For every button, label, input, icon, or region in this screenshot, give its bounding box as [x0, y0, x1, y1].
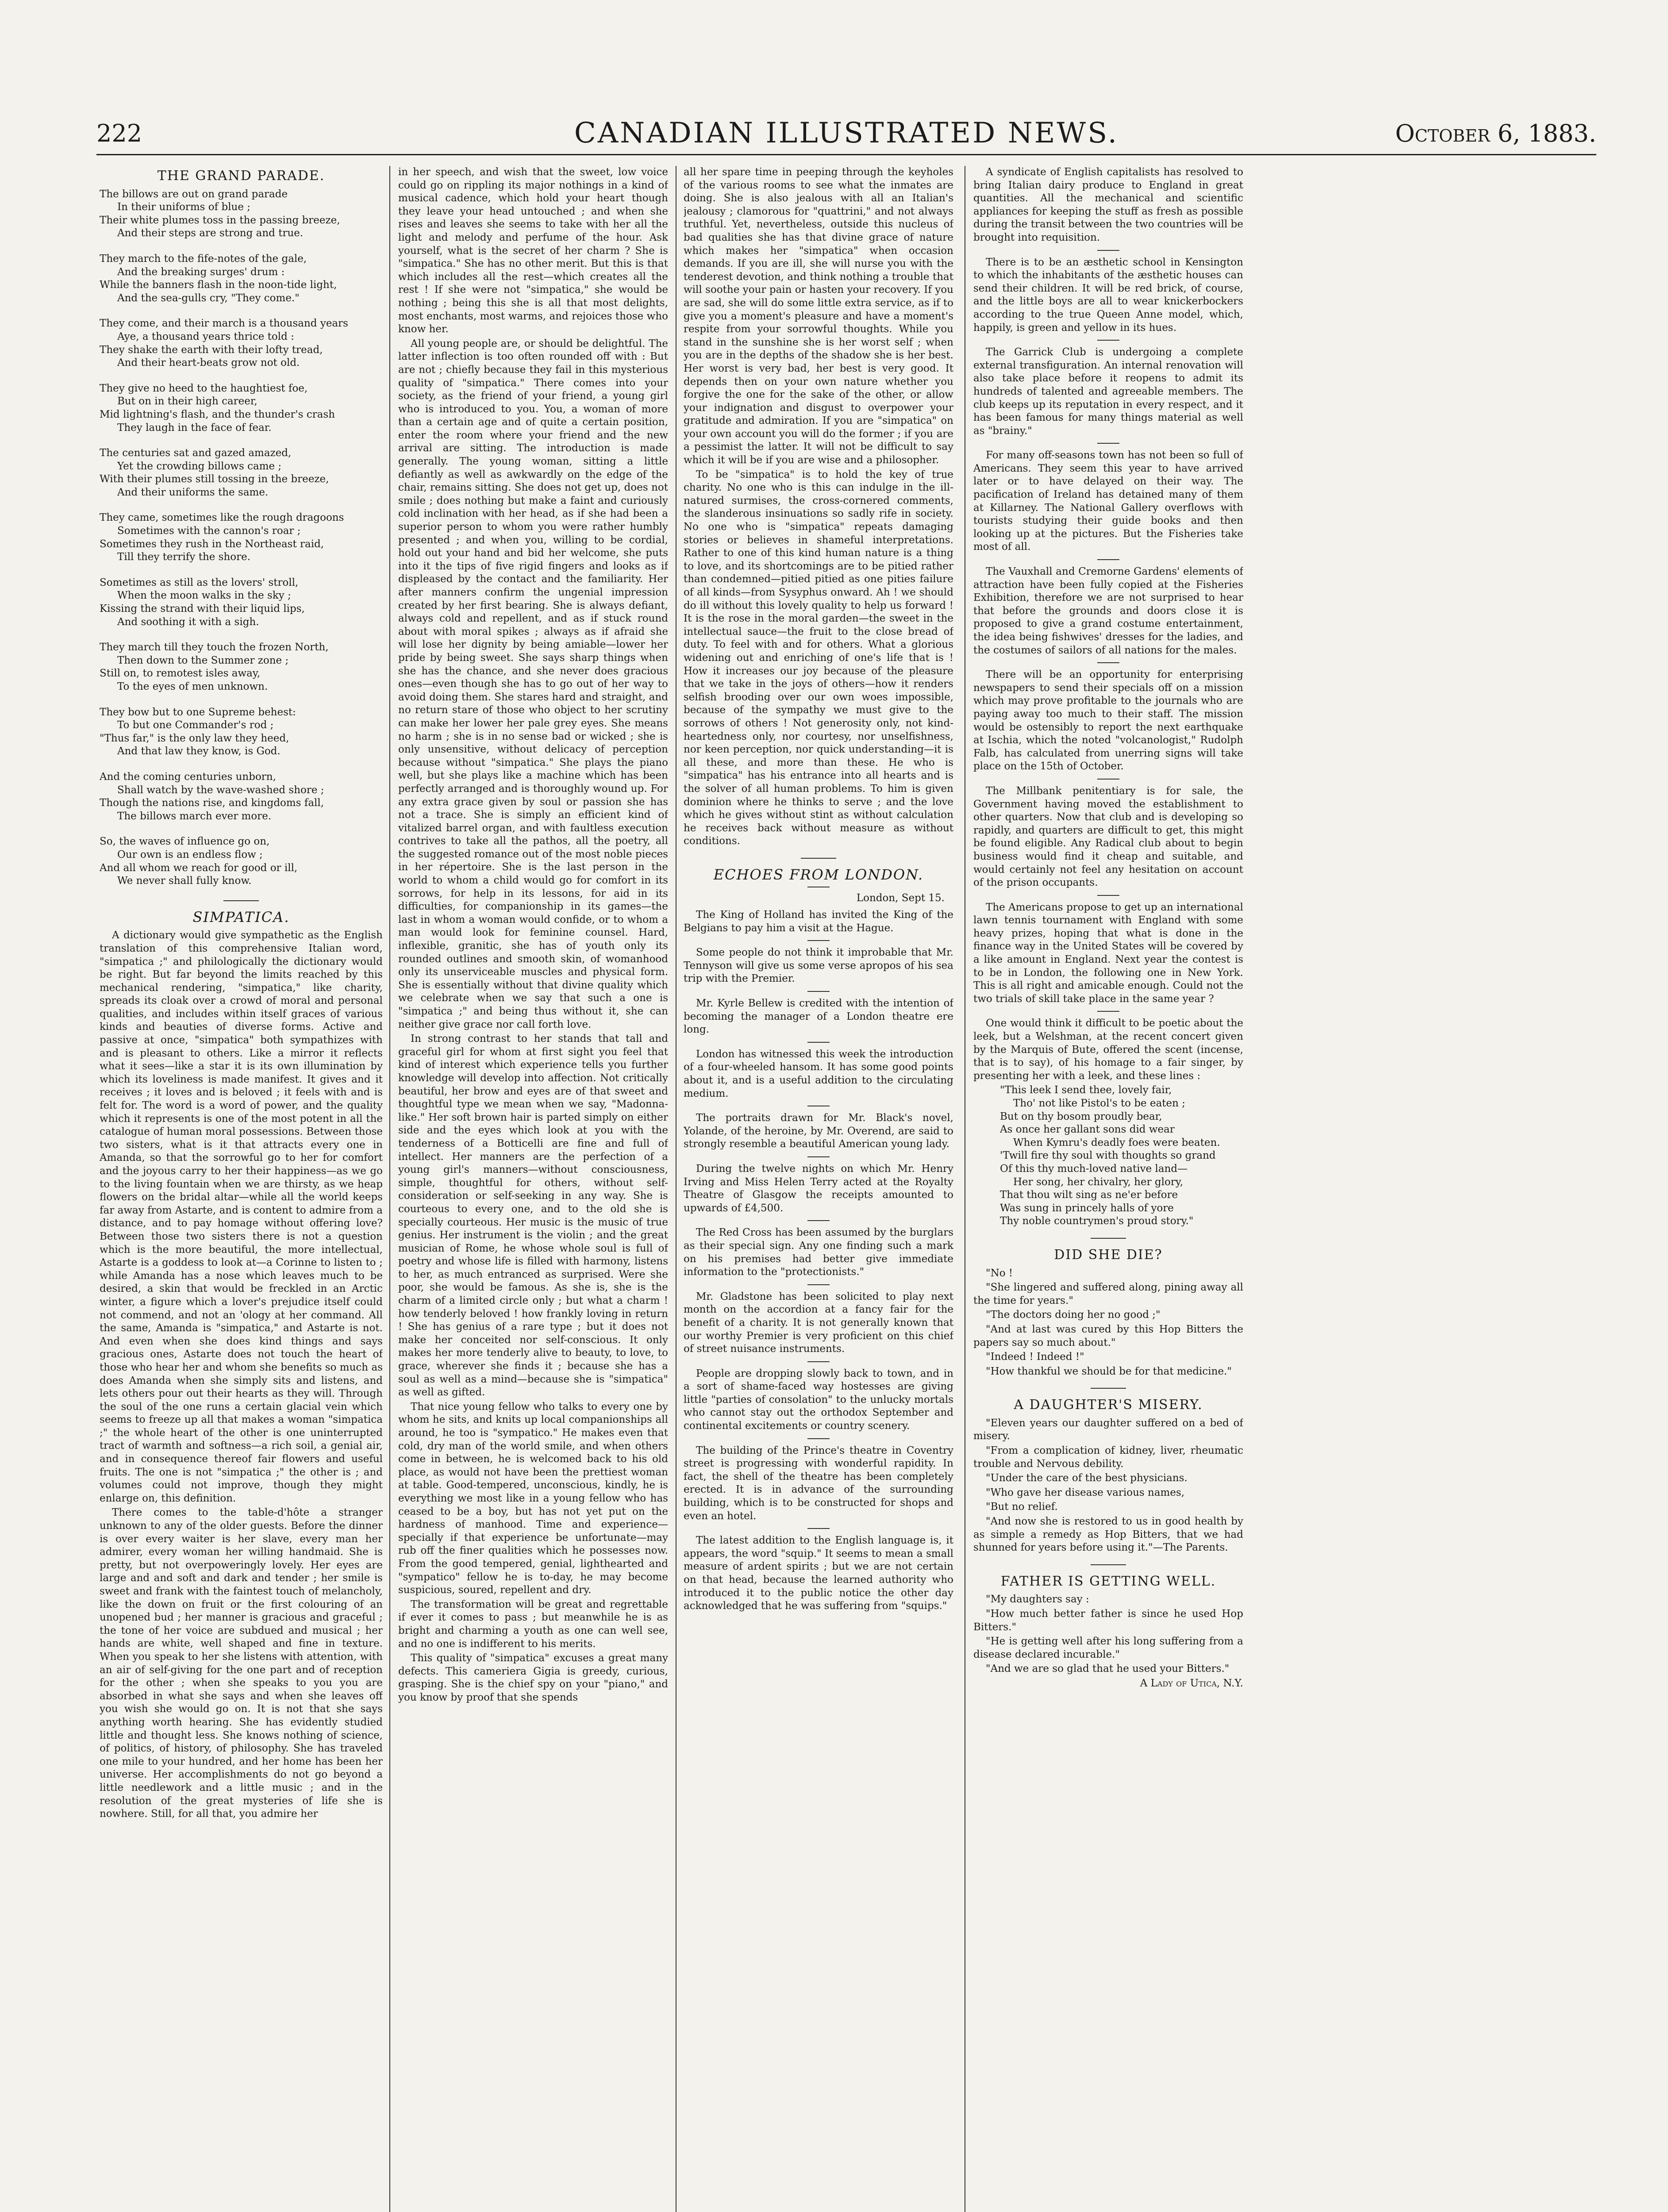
ad-line: "How thankful we should be for that medicine." [986, 1365, 1232, 1377]
news-item: There will be an opportunity for enterprising newspapers to send their specials off on a mission which may prove profitable to the journals who are paying away too much to their staff. The mission would be ostensibly to report the next earthquake at Ischia, which the noted "volcanologist," Rudolph Falb, has calculated from unerring signs will take place on the 15th of October. [973, 669, 1243, 772]
paragraph: in her speech, and wish that the sweet, low voice could go on rippling its major nothings in a kind of musical cadence, which hold your heart though they leave your head untouched ; and when she rises and leaves she seems to take with her all the light and melody and perfume of the hour. Ask yourself, what is the secret of her charm ? She is "simpatica." She has no other merit. But this is that which includes all the rest—which creates all the rest ! If she were not "simpatica," she would be nothing ; being this she is all that most delights, most enchants, most warms, and rejoices those who know her. [398, 166, 668, 335]
ad-line: "From a complication of kidney, liver, rheumatic trouble and Nervous debility. [973, 1445, 1243, 1470]
poem-line: Their white plumes toss in the passing breeze, [100, 214, 340, 226]
ad-father-getting-well [973, 1593, 1243, 1690]
poem-line: The billows are out on grand parade [100, 188, 288, 200]
separator-rule [807, 1284, 830, 1285]
poem-line: When Kymru's deadly foes were beaten. [1013, 1137, 1220, 1148]
separator-rule [1097, 779, 1119, 780]
echoes-list [684, 909, 953, 1613]
ad-line: "My daughters say : [986, 1594, 1089, 1605]
ad-line: "And now she is restored to us in good health by as simple a remedy as Hop Bitters, that we had shunned for years before using it."—The Parents. [973, 1516, 1243, 1554]
poem-stanza [100, 706, 383, 758]
poem-line: Still on, to remotest isles away, [100, 668, 261, 680]
separator-rule [807, 1042, 830, 1043]
poem-line: They bow but to one Supreme behest: [100, 706, 296, 718]
poem-line: With their plumes still tossing in the breeze, [100, 473, 329, 485]
poem-line: "Thus far," is the only law they heed, [100, 732, 289, 744]
poem-line: And their steps are strong and true. [117, 227, 304, 239]
column-4 [973, 166, 1243, 2212]
separator-rule [807, 1528, 830, 1529]
poem-line: To but one Commander's rod ; [117, 719, 274, 731]
poem-stanza [100, 447, 383, 499]
poem-line: Kissing the strand with their liquid lips, [100, 603, 305, 615]
poem-line: Our own is an endless flow ; [117, 849, 263, 860]
paragraph: In strong contrast to her stands that tall and graceful girl for whom at first sight you feel that kind of interest which experience tells you further knowledge will develop into affection. Not critically beautiful, her brow and eyes are of that sweet and thoughtful type we mean when we say, "Madonna-like." Her soft brown hair is parted simply on either side and the eyes which look at you with the tenderness of a Botticelli are fine and full of intellect. Her manners are the perfection of a young girl's manners—without consciousness, simple, thoughtful for others, without self-consideration or self-seeking in any way. She is courteous to every one, and to the old she is specially courteous. Her music is the music of true genius. Her instrument is the violin ; and the great musician of Rome, he whose whole soul is full of poetry and whose life is filled with harmony, listens to her, as much entranced as surprised. Were she poor, she would be famous. As she is, she is the charm of a limited circle only ; but what a charm ! how tenderly beloved ! how frankly loving in return ! She has genius of a rare type ; but it does not make her conceited nor self-conscious. It only makes her more tenderly alive to beauty, to love, to grace, wherever she finds it ; because she has a soul as well as a mind—because she is "simpatica" as well as gifted. [398, 1033, 668, 1398]
news-item: A syndicate of English capitalists has resolved to bring Italian dairy produce to England in great quantities. All the mechanical and scientific appliances for keeping the stuff as fresh as possible during the transit between the two countries will be brought into requisition. [973, 166, 1243, 243]
poem-stanza [100, 771, 383, 823]
poem-line: And all whom we reach for good or ill, [100, 862, 298, 874]
poem-line: The centuries sat and gazed amazed, [100, 447, 292, 459]
ad-line: "Who gave her disease various names, [986, 1486, 1185, 1498]
paragraph: All young people are, or should be delightful. The latter inflection is too often rounded off with : But are not ; chiefly because they fail in this mysterious quality of "simpatica." There comes into your society, as the friend of your friend, a young girl who is introduced to you. You, a woman of more than a certain age and of quite a certain position, enter the room where your friend and the new arrival are sitting. The introduction is made generally. The young woman, sitting a little defiantly as well as awkwardly on the edge of the chair, remains sitting. She does not get up, does not smile ; does nothing but make a faint and curiously cold inclination with her head, as if she had been a superior person to whom you were rather humbly presented ; and when you, willing to be cordial, hold out your hand and bid her welcome, she puts into it the tips of five rigid fingers and looks as if displeased by the contact and the familiarity. Her after manners confirm the ungenial impression created by her first bearing. She is always defiant, always cold and repellent, and as if stuck round about with moral spikes ; always as if afraid she will lose her dignity by being amiable—lower her pride by being sweet. She says sharp things when she has the chance, and she never does gracious ones—even though she has to go out of her way to avoid doing them. She stares hard and straight, and no return stare of those who object to her scrutiny can make her lower her pale grey eyes. She means no harm ; she is in no sense bad or wicked ; she is only unsensitive, without delicacy of perception because without "simpatica." She plays the piano well, but she plays like a machine which has been perfectly arranged and is thoroughly wound up. For any extra grace given by soul or passion she has not a trace. She is simply an efficient kind of vitalized barrel organ, and with faultless execution contrives to take all the pathos, all the poetry, all the suggested romance out of the most noble pieces in her répertoire. She is the last person in the world to whom a child would go for comfort in its sorrows, for help in its lessons, for aid in its difficulties, for companionship in its games—the last in whom a woman would confide, or to whom a man would look for feminine counsel. Hard, inflexible, granitic, she has of youth only its rounded outlines and smooth skin, of womanhood only its unserviceable muscles and physical form. She is essentially without that divine quality which we celebrate when we say that such a one is "simpatica ;" and being thus without it, she can neither give grace nor call forth love. [398, 338, 668, 1030]
poem-stanza [100, 835, 383, 887]
poem-line: But on thy bosom proudly bear, [1000, 1110, 1162, 1122]
separator-rule [1091, 1564, 1126, 1565]
poem-grand-parade [100, 188, 383, 888]
column-3 [684, 166, 953, 2212]
paragraph: This quality of "simpatica" excuses a great many defects. This cameriera Gigia is greedy, curious, grasping. She is the chief spy on your "piano," and you know by proof that she spends [398, 1652, 668, 1703]
poem-line: Sometimes they rush in the Northeast raid, [100, 538, 324, 550]
separator-rule [1091, 1388, 1126, 1389]
paragraph: That nice young fellow who talks to every one by whom he sits, and knits up local companionships all around, he too is "sympatico." He makes even that cold, dry man of the world smile, and when others come in between, he is welcomed back to his old place, as would not have been the prettiest woman at table. Good-tempered, unconscious, kindly, he is everything we most like in a young fellow who has ceased to be a boy, but has not yet put on the hardness of manhood. Time and experience—specially if that experience be unfortunate—may rub off the finer qualities which he possesses now. From the good tempered, genial, lighthearted and "sympatico" fellow he is to-day, he may become suspicious, soured, repellent and dry. [398, 1401, 668, 1596]
poem-stanza [100, 382, 383, 434]
poem-line: To the eyes of men unknown. [117, 681, 268, 692]
news-item: Mr. Kyrle Bellew is credited with the intention of becoming the manager of a London theatre ere long. [684, 998, 953, 1036]
poem-line: Her song, her chivalry, her glory, [1013, 1176, 1184, 1188]
news-item: The latest addition to the English language is, it appears, the word "squip." It seems to mean a small measure of ardent spirits ; but we are not certain on that head, because the learned authority who introduced it to the public notice the other day acknowledged that he was suffering from "squips." [684, 1535, 953, 1612]
poem-line: They give no heed to the haughtiest foe, [100, 382, 308, 394]
poem-line: And their uniforms the same. [117, 486, 269, 498]
poem-line: 'Twill fire thy soul with thoughts so grand [1000, 1150, 1216, 1162]
ad-line: "No ! [986, 1267, 1013, 1279]
poem-line: They come, and their march is a thousand years [100, 318, 348, 330]
column-rule [389, 166, 390, 2212]
ad-title-did-she-die: DID SHE DIE? [1054, 1247, 1163, 1263]
issue-date: October 6, 1883. [1395, 119, 1596, 147]
ad-line: A Lady of Utica, N.Y. [1140, 1677, 1243, 1689]
poem-line: "This leek I send thee, lovely fair, [1000, 1084, 1172, 1096]
poem-line: Till they terrify the shore. [117, 551, 251, 563]
poem-line: That thou wilt sing as ne'er before [1000, 1189, 1178, 1201]
poem-line: And soothing it with a sigh. [117, 616, 259, 628]
news-item: The Millbank penitentiary is for sale, the Government having moved the establishment to other quarters. Now that club and is developing so rapidly, and quarters are difficult to get, this might be found eligible. Any Radical club about to begin business would find it cheap and suitable, and would certainly not feel any hesitation on account of the prison occupants. [973, 785, 1243, 889]
ad-line: "And we are so glad that he used your Bitters." [986, 1663, 1230, 1675]
separator-rule [1097, 1011, 1119, 1012]
poem-line: Sometimes as still as the lovers' stroll, [100, 576, 299, 588]
poem-line: And their heart-beats grow not old. [117, 357, 300, 369]
poem-line: While the banners flash in the noon-tide light, [100, 279, 337, 291]
ad-line: "Under the care of the best physicians. [986, 1472, 1188, 1484]
ad-line: "She lingered and suffered along, pining away all the time for years." [973, 1282, 1243, 1306]
poem-line: They laugh in the face of fear. [117, 422, 272, 434]
separator-rule [807, 940, 830, 941]
separator-rule [807, 1361, 830, 1362]
ad-line: "Eleven years our daughter suffered on a bed of misery. [973, 1417, 1243, 1442]
ad-line: "And at last was cured by this Hop Bitters the papers say so much about." [973, 1323, 1243, 1348]
news-item: One would think it difficult to be poetic about the leek, but a Welshman, at the recent concert given by the Marquis of Bute, offered the scent (incense, that is to say), of his homage to a fair singer, by presenting her with a leek, and these lines : [973, 1018, 1243, 1082]
poem-line: Of this thy much-loved native land— [1000, 1163, 1188, 1175]
poem-stanza [100, 511, 383, 564]
poem-line: Though the nations rise, and kingdoms fall, [100, 797, 324, 809]
separator-rule [1097, 559, 1119, 560]
separator-rule [1097, 250, 1119, 251]
ad-line: "He is getting well after his long suffering from a disease declared incurable." [973, 1636, 1243, 1660]
news-item: The building of the Prince's theatre in Coventry street is progressing with wonderful rapidity. In fact, the shell of the theatre has been completely erected. It is in advance of the surrounding building, which is to be constructed for shops and even an hotel. [684, 1444, 953, 1522]
notes-list [973, 166, 1243, 1083]
news-item: Some people do not think it improbable that Mr. Tennyson will give us some verse apropos of his sea trip with the Premier. [684, 947, 953, 985]
poem-line: We never shall fully know. [117, 875, 252, 887]
news-item: Mr. Gladstone has been solicited to play next month on the accordion at a fancy fair for the benefit of a charity. It is not generally known that our worthy Premier is very proficient on this chief of street nuisance instruments. [684, 1290, 953, 1355]
poem-line: And that law they know, is God. [117, 745, 281, 757]
poem-line: Mid lightning's flash, and the thunder's crash [100, 408, 335, 420]
poem-line: So, the waves of influence go on, [100, 836, 270, 848]
separator-rule [1097, 443, 1119, 444]
separator-rule [1091, 1238, 1126, 1239]
essay-title: SIMPATICA. [192, 908, 290, 926]
ad-title-daughters-misery: A DAUGHTER'S MISERY. [1014, 1397, 1203, 1413]
news-item: London has witnessed this week the introduction of a four-wheeled hansom. It has some good points about it, and is a useful addition to the circulating medium. [684, 1048, 953, 1099]
poem-line: The billows march ever more. [117, 810, 272, 822]
news-item: The Vauxhall and Cremorne Gardens' elements of attraction have been fully copied at the Fisheries Exhibition, therefore we are not surprised to hear that before the grounds and doors close it is proposed to give a grand costume entertainment, the idea being fishwives' dresses for the ladies, and the costumes of sailors of all nations for the males. [973, 566, 1243, 656]
news-item: The portraits drawn for Mr. Black's novel, Yolande, of the heroine, by Mr. Overend, are said to strongly resemble a beautiful American young lady. [684, 1112, 953, 1150]
news-item: There is to be an æsthetic school in Kensington to which the inhabitants of the æsthetic houses can send their children. It will be red brick, of course, and the little boys are all to wear knickerbockers according to the true Queen Anne model, which, happily, is green and yellow in its hues. [973, 256, 1243, 334]
poem-line: They march to the fife-notes of the gale, [100, 253, 307, 265]
column-1 [100, 166, 383, 2212]
leek-poem [973, 1084, 1243, 1228]
ad-line: "How much better father is since he used Hop Bitters." [973, 1608, 1243, 1633]
poem-stanza [100, 576, 383, 629]
separator-rule [223, 900, 259, 901]
paragraph: There comes to the table-d'hôte a stranger unknown to any of the older guests. Before the dinner is over every waiter is her slave, every man her admirer, every woman her willing handmaid. She is pretty, but not overpoweringly lovely. Her eyes are large and and soft and dark and tender ; her smile is sweet and frank with the faintest touch of melancholy, like the down on fruit or the first colouring of an unopened bud ; her manner is gracious and graceful ; the tone of her voice are subdued and musical ; her hands are white, well shaped and fine in texture. When you speak to her she listens with attention, with an air of self-giving for the one part and of reception for the other ; when she speaks to you you are absorbed in what she says and when she leaves off you wish she would go on. It is not that she says anything worth hearing. She has evidently studied little and thought less. She knows nothing of science, of politics, of history, of philosophy. She has traveled one mile to your hundred, and her home has been her universe. Her accomplishments do not go beyond a little needlework and a little music ; and in the resolution of the great mysteries of life she is nowhere. Still, for all that, you admire her [100, 1507, 383, 1820]
poem-line: Was sung in princely halls of yore [1000, 1202, 1174, 1214]
poem-line: They shake the earth with their lofty tread, [100, 344, 323, 356]
column-2 [398, 166, 668, 2212]
separator-rule [807, 1438, 830, 1439]
poem-line: Thy noble countrymen's proud story." [1000, 1215, 1194, 1227]
poem-line: Yet the crowding billows came ; [117, 460, 282, 472]
poem-title: THE GRAND PARADE. [157, 168, 325, 184]
paragraph: A dictionary would give sympathetic as the English translation of this comprehensive Italian word, "simpatica ;" and philologically the dictionary would be right. But far beyond the limits reached by this mechanical rendering, "simpatica," like charity, spreads its cloak over a crowd of moral and personal qualities, and includes within itself graces of various kinds and beauties of diverse forms. Active and passive at once, "simpatica" both sympathizes with and is pleasant to others. Like a mirror it reflects what it sees—like a star it is its own illumination by which its loveliness is made manifest. It gives and it receives ; it loves and is beloved ; it feels with and is felt for. The word is a word of power, and the quality which it represents is one of the most potent in all the catalogue of human moral possessions. Between those two sisters, what is it that attracts every one in Amanda, so that the sorrowful go to her for comfort and the joyous carry to her their happiness—as we go to the living fountain when we are thirsty, as we heap flowers on the bridal altar—while all the world keeps far away from Astarte, and is content to admire from a distance, and to pay homage without offering love? Between those two sisters there is not a question which is the more beautiful, the more intellectual, Astarte is a goddess to look at—a Corinne to listen to ; while Amanda has a nose which leaves much to be desired, a skin that would be freckled in an Arctic winter, a figure which a lover's prejudice itself could not commend, and not an 'ology at her command. All the same, Amanda is "simpatica," and Astarte is not. And even when she does kind things and says gracious ones, Astarte does not touch the heart of those who hear her and whom she benefits so much as does Amanda when she simply sits and listens, and lets others pour out their hearts as they will. Through the soul of the one runs a certain glacial vein which seems to freeze up all that makes a woman "simpatica ;" the whole heart of the other is one uninterrupted tract of warmth and softness—a rich soil, a genial air, and in consequence thereof fair flowers and useful fruits. The one is not "simpatica ;" the other is ; and volumes could not improve, though they might enlarge on, this definition. [100, 929, 383, 1504]
poem-line: As once her gallant sons did wear [1000, 1124, 1175, 1136]
news-item: The Red Cross has been assumed by the burglars as their special sign. Any one finding such a mark on his premises had better give immediate information to the "protectionists." [684, 1227, 953, 1278]
ad-title-father-getting-well: FATHER IS GETTING WELL. [1000, 1573, 1216, 1589]
ad-did-she-die [973, 1267, 1243, 1379]
poem-line: Shall watch by the wave-washed shore ; [117, 784, 324, 796]
poem-stanza [100, 317, 383, 369]
separator-rule [807, 1156, 830, 1157]
masthead: CANADIAN ILLUSTRATED NEWS. [574, 117, 1119, 150]
poem-line: Tho' not like Pistol's to be eaten ; [1013, 1098, 1186, 1109]
news-item: The Americans propose to get up an international lawn tennis tournament with England with some heavy prizes, hoping that what is done in the finance way in the United States will be covered by a like amount in England. Next year the contest is to be in London, the following one in New York. This is all right and amicable enough. Could not the two trials of skill take place in the same year ? [973, 901, 1243, 1005]
poem-stanza [100, 641, 383, 693]
separator-rule [807, 991, 830, 992]
page-header [96, 114, 1596, 155]
paragraph: To be "simpatica" is to hold the key of true charity. No one who is this can indulge in the ill-natured surmises, the cross-cornered comments, the slanderous insinuations so sadly rife in society. No one who is "simpatica" repeats damaging stories or believes in shameful interpretations. Rather to one of this kind human nature is a thing to love, and its shortcomings are to be pitied rather than condemned—pitied pitied as one pities failure of all kinds—from Sysyphus onward. Ah ! we should do ill without this lovely quality to help us forward ! It is the rose in the moral garden—the sweet in the intellectual sauce—the fruit to the close bread of duty. To feel with and for others. What a glorious widening out and enriching of one's life that is ! How it increases our joy because of the pleasure that we take in the joys of others—how it renders selfish brooding over our own woes impossible, because of the sympathy we must give to the sorrows of others ! Not generosity only, not kind-heartedness only, nor courtesy, nor unselfishness, nor keen perception, nor quick understanding—it is all these, and more than these. He who is "simpatica" has his entrance into all hearts and is the solver of all human problems. To him is given dominion where he thinks to serve ; and the love which he gives without stint as without calculation he receives back without measure as without conditions. [684, 469, 953, 847]
poem-line: They march till they touch the frozen North, [100, 641, 329, 653]
poem-line: And the coming centuries unborn, [100, 771, 276, 783]
news-item: The Garrick Club is undergoing a complete external transfiguration. An internal renovation will also take place before it reopens to admit its hundreds of talented and agreeable members. The club keeps up its reputation in every respect, and it has been famous for many things material as well as "brainy." [973, 346, 1243, 437]
separator-rule [807, 1220, 830, 1221]
paragraph: all her spare time in peeping through the keyholes of the various rooms to see what the inmates are doing. She is also jealous with all an Italian's jealousy ; clamorous for "quattrini," and not always truthful. Yet, nevertheless, outside this nucleus of bad qualities she has that divine grace of nature which makes her "simpatica" when occasion demands. If you are ill, she will nurse you with the tenderest devotion, and think nothing a trouble that will soothe your pain or hasten your recovery. If you are sad, she will do some little extra service, as if to give you a moment's pleasure and have a moment's respite from your sorrowful thoughts. While you stand in the sunshine she is her worst self ; when you are in the depths of the shadow she is her best. Her worst is very bad, her best is very good. It depends then on your own nature whether you forgive the one for the sake of the other, or allow your indignation and disgust to overpower your gratitude and admiration. If you are "simpatica" on your own account you will do the former ; if you are a pessimist the latter. It will not be difficult to say which it will be if you are wise and a philosopher. [684, 166, 953, 466]
echoes-dateline: London, Sept 15. [856, 892, 945, 904]
poem-line: Aye, a thousand years thrice told : [117, 330, 294, 342]
news-item: For many off-seasons town has not been so full of Americans. They seem this year to have arrived later or to have delayed on their way. The pacification of Ireland has detained many of them at Killarney. The National Gallery overflows with tourists studying their guide books and then looking up at the pictures. But the Fisheries take most of all. [973, 449, 1243, 553]
paragraph: The transformation will be great and regrettable if ever it comes to pass ; but meanwhile he is as bright and charming a youth as one can well see, and no one is indifferent to his merits. [398, 1598, 668, 1650]
ad-line: "But no relief. [986, 1501, 1058, 1513]
poem-line: In their uniforms of blue ; [117, 201, 251, 213]
news-item: The King of Holland has invited the King of the Belgians to pay him a visit at the Hague. [684, 909, 953, 934]
poem-line: They came, sometimes like the rough dragoons [100, 512, 344, 524]
news-item: People are dropping slowly back to town, and in a sort of shame-faced way hostesses are giving little "parties of consolation" to the unlucky mortals who cannot stay out the orthodox September and continental excitements or country scenery. [684, 1367, 953, 1432]
separator-rule [1097, 340, 1119, 341]
poem-line: When the moon walks in the sky ; [117, 590, 291, 602]
page-number: 222 [96, 119, 142, 147]
poem-stanza [100, 188, 383, 240]
poem-line: Then down to the Summer zone ; [117, 654, 289, 666]
poem-line: Sometimes with the cannon's roar ; [117, 525, 301, 537]
poem-stanza [100, 253, 383, 305]
separator-rule [1097, 895, 1119, 896]
separator-rule [801, 858, 836, 859]
separator-rule [1097, 662, 1119, 663]
poem-line: And the sea-gulls cry, "They come." [117, 292, 300, 304]
ad-line: "Indeed ! Indeed !" [986, 1351, 1084, 1363]
news-item: During the twelve nights on which Mr. Henry Irving and Miss Helen Terry acted at the Royalty Theatre of Glasgow the receipts amounted to upwards of £4,500. [684, 1163, 953, 1214]
ad-daughters-misery [973, 1417, 1243, 1555]
poem-line: And the breaking surges' drum : [117, 266, 285, 278]
poem-line: But on in their high career, [117, 396, 258, 407]
ad-line: "The doctors doing her no good ;" [986, 1309, 1161, 1321]
echoes-title: ECHOES FROM LONDON. [713, 866, 924, 883]
